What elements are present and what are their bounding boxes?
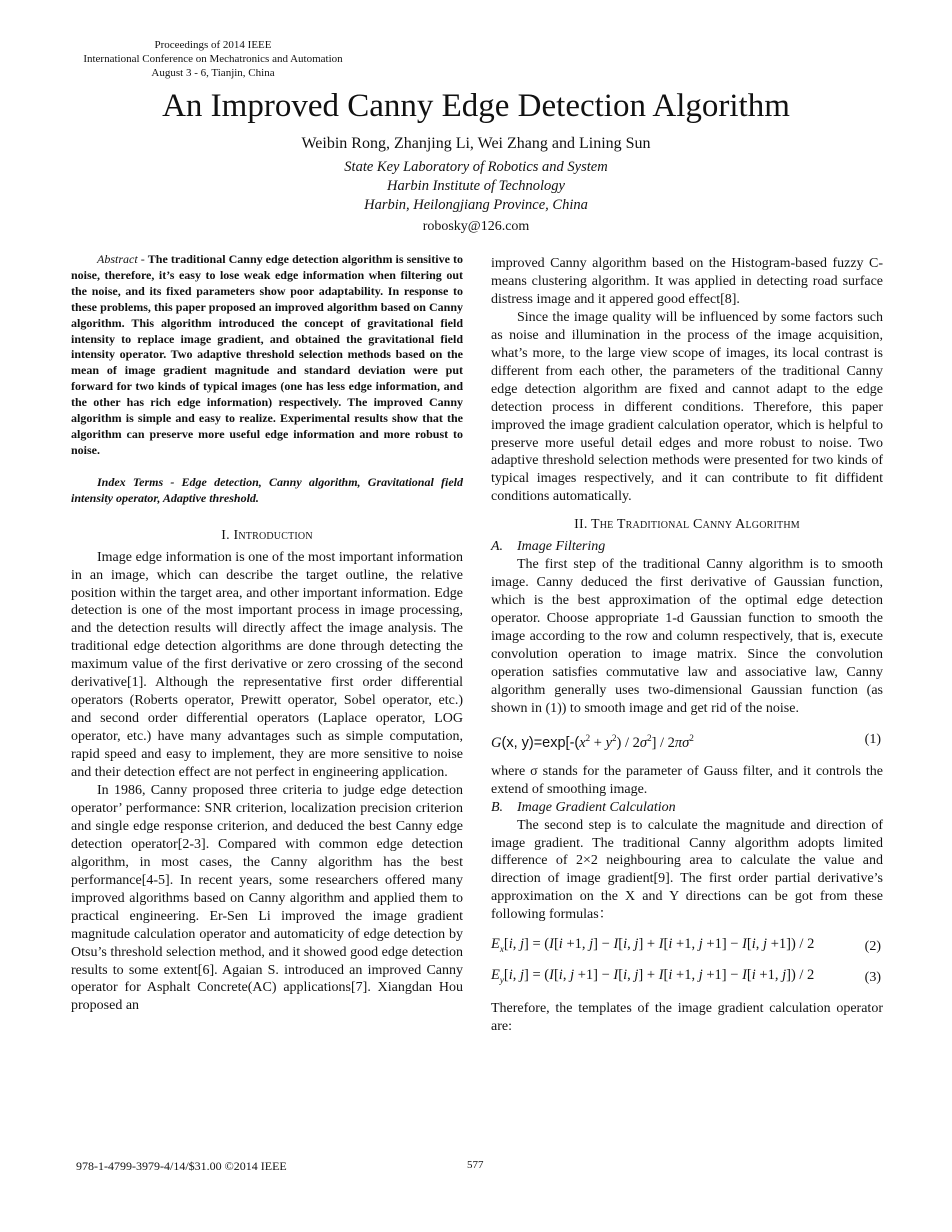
affiliation-line: Harbin, Heilongjiang Province, China	[364, 197, 588, 213]
proceedings-line: International Conference on Mechatronics and Automation	[83, 53, 343, 65]
index-terms: Index Terms - Edge detection, Canny algorithm, Gravitational field intensity operator, Adaptive threshold.	[71, 474, 463, 505]
affiliation-line: Harbin Institute of Technology	[387, 178, 565, 194]
equation-1	[491, 728, 883, 753]
paper-title: An Improved Canny Edge Detection Algorithm	[162, 88, 790, 124]
equation-1-number: (1)	[864, 732, 881, 748]
proceedings-line: August 3 - 6, Tianjin, China	[151, 67, 275, 79]
footer-copyright: 978-1-4799-3979-4/14/$31.00 ©2014 IEEE	[76, 1159, 287, 1173]
equation-3	[491, 965, 883, 990]
subsection-number: A.	[491, 539, 504, 555]
page-number: 577	[467, 1159, 484, 1171]
author-email: robosky@126.com	[422, 219, 530, 234]
after-equation-3-text: Therefore, the templates of the image gradient calculation operator are:	[491, 1001, 883, 1035]
equation-1-expression: G(x, $y)=\exp[-(x^2 + y^2) / 2\sigma^2] / 2\pi\sigma^2$	[491, 732, 694, 751]
equation-3-expression: $E_y[i$, j] = (I[i, j +1] − I[i, j] + I[i +1, j +1] − I[i +1, j]) / 2	[491, 967, 815, 986]
subsection-title: Image Filtering	[517, 539, 606, 555]
section-heading-traditional-canny: II. The Traditional Canny Algorithm	[574, 517, 800, 533]
affiliation-line: State Key Laboratory of Robotics and System	[344, 159, 608, 175]
right-column	[491, 255, 883, 1036]
intro-paragraph-2-continued: improved Canny algorithm based on the Histogram-based fuzzy C-means clustering algorithm. It was applied in detecting road surface distress image and it appered good effect[8].	[491, 256, 883, 307]
subsection-number: B.	[491, 799, 504, 815]
after-equation-1-text: where σ stands for the parameter of Gauss filter, and it controls the extend of smoothing image.	[491, 763, 883, 797]
image-filtering-text: The first step of the traditional Canny algorithm is to smooth image. Canny deduced the first derivative of Gaussian function, which is the best approximation of the optimal edge detection operator. Choose appropriate 1-d Gaussian function to smooth the image according to the row and column respectively, that is, execute convolution operation to image matrix. Since the convolution operation satisfies commutative law and associative law, Canny algorithm generally uses two-dimensional Gaussian function (as shown in (1)) to smooth image and get rid of the noise.	[491, 557, 883, 716]
equation-2-number: (2)	[864, 938, 881, 954]
subsection-image-gradient	[491, 799, 883, 817]
proceedings-info	[60, 38, 366, 80]
authors: Weibin Rong, Zhanjing Li, Wei Zhang and Lining Sun	[301, 135, 651, 152]
left-column	[71, 252, 463, 1015]
equation-2-expression: $E_x[i$, j] = (I[i +1, j] − I[i, j] + I[i +1, j +1] − I[i, j +1]) / 2	[491, 936, 815, 955]
abstract-label: Abstract -	[97, 252, 148, 266]
abstract	[71, 252, 463, 459]
image-gradient-text: The second step is to calculate the magnitude and direction of image gradient. The traditional Canny algorithm adopts limited difference of 2×2 neighbouring area to calculate the value and direction of image gradient[9]. The first order partial derivative’s approximation on the X and Y directions can be got from these following formulas：	[491, 817, 883, 923]
subsection-title: Image Gradient Calculation	[517, 799, 676, 815]
equation-3-number: (3)	[864, 969, 881, 985]
equation-2	[491, 934, 883, 959]
abstract-text: The traditional Canny edge detection algorithm is sensitive to noise, therefore, it’s easy to lose weak edge information when filtering out the noise, and its fixed parameters show poor adaptability. In response to these problems, this paper proposed an improved algorithm based on Canny algorithm. This algorithm introduced the concept of gravitational field intensity to replace image gradient, and obtained the gravitational field intensity operator. Two adaptive threshold selection methods based on the mean of image gradient magnitude and standard deviation were put forward for two kinds of typical images (one has less edge information, and the other has rich edge information) respectively. The improved Canny algorithm is simple and easy to realize. Experimental results show that the algorithm can preserve more useful edge information and more robust to noise.	[71, 252, 463, 457]
subsection-image-filtering	[491, 538, 883, 556]
affiliation	[0, 158, 952, 215]
intro-paragraph-3: Since the image quality will be influenced by some factors such as noise and illumination in the process of the image acquisition, what’s more, to the large view scope of images, its local contrast is different from each other, the parameters of the traditional Canny edge detection algorithm are fixed and cannot adapt to the edge detection process in different conditions. Therefore, this paper improved the image gradient calculation operator, which is helpful to preserve more useful detail edges and more robust to noise. Two adaptive threshold selection methods were presented for two kinds of typical images respectively, and it can contribute to fit diffident conditions automatically.	[491, 309, 883, 505]
proceedings-line: Proceedings of 2014 IEEE	[154, 39, 272, 51]
section-heading-introduction: I. Introduction	[221, 527, 313, 543]
intro-paragraph-1: Image edge information is one of the most important information in an image, which can describe the target outline, the relative position within the target area, and other important information. Edge detection is one of the most important process in image processing, and the detection results will directly affect the image analysis. The traditional edge detection algorithms are done through detecting the maximum value of the first derivative or zero crossing of the second derivative[1]. Although the representative first order differential operators (Roberts operator, Prewitt operator, Sobel operator, etc.) and second order differential operators (Laplace operator, LOG operator, etc.) have many advantages such as simple computation, rapid speed and easy to implement, they are more sensitive to noise and their detection effect are not perfect in engineering application.	[71, 549, 463, 781]
intro-paragraph-2: In 1986, Canny proposed three criteria to judge edge detection operator’ performance: SNR criterion, localization precision criterion and single edge response criterion, and deduced the best Canny edge detection operator[2-3]. Compared with common edge detection algorithm, in most cases, the Canny algorithm has the best performance[4-5]. In recent years, some researchers offered many improved algorithms based on Canny algorithm and applied them to practical engineering. Er-Sen Li improved the image gradient magnitude calculation operator and automaticity of edge detection by Otsu’s threshold selection method, and it showed good edge detection results to some extent[6]. Agaian S. introduced an improved Canny operator for Asphalt Concrete(AC) applications[7]. Xiangdan Hou proposed an	[71, 782, 463, 1014]
